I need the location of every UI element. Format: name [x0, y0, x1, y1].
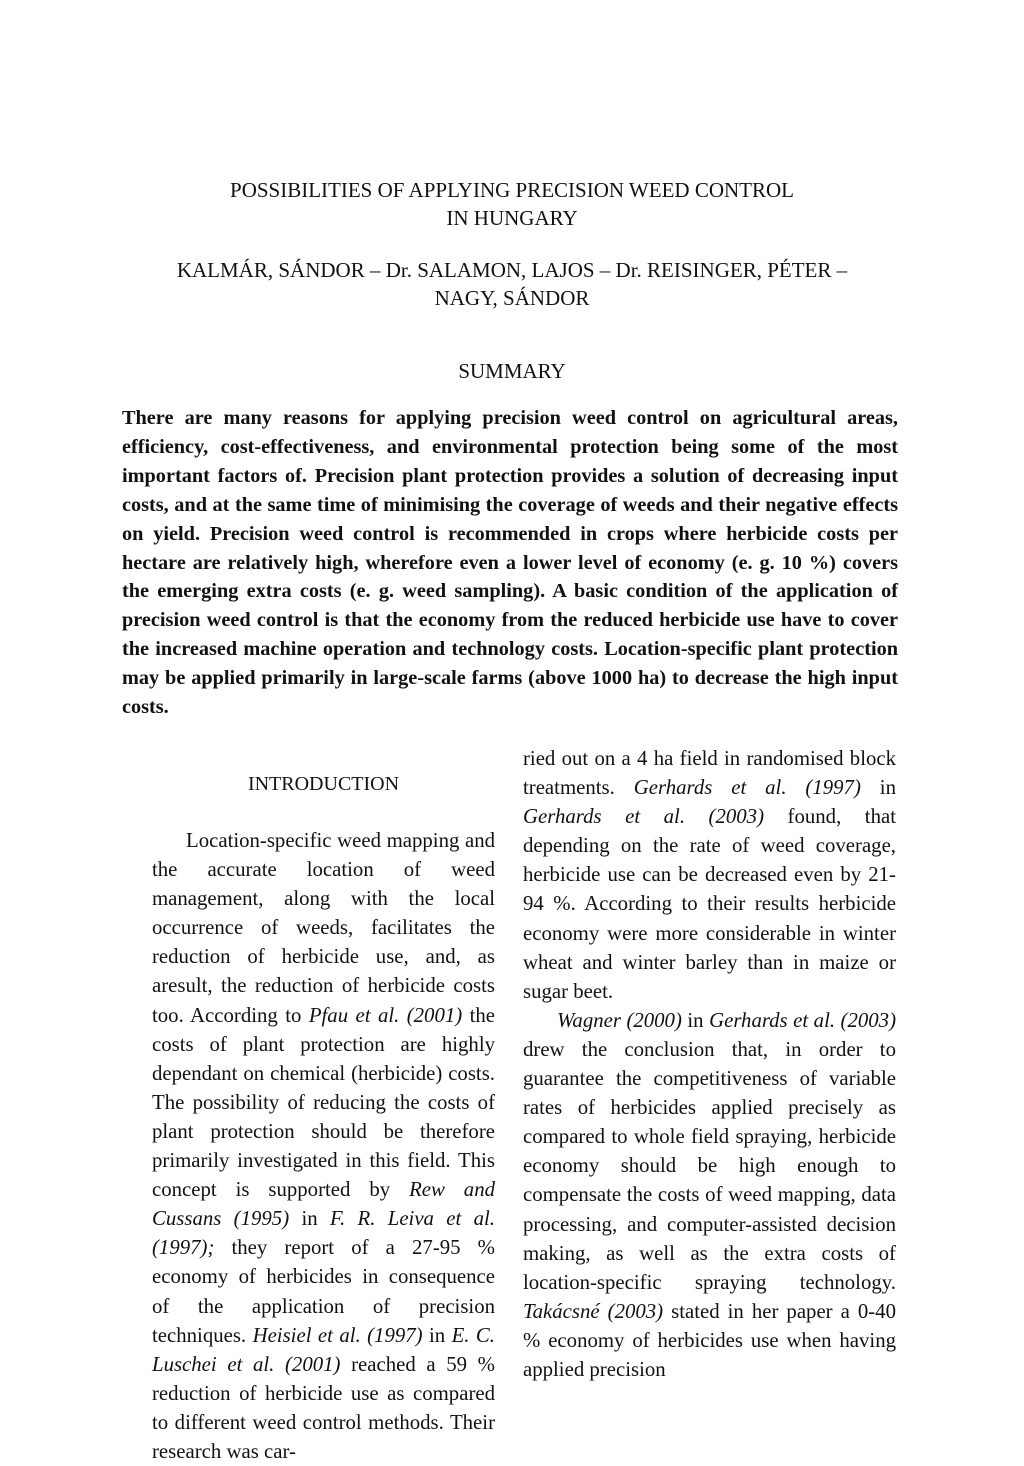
left-column [152, 770, 495, 1466]
summary-text: There are many reasons for applying precision weed control on agricultural areas, efficiency, cost-effectiveness, and environmental protection being some of the most important factors of. Precision plant protection provides a solution of decreasing input costs, and at the same time of minimising the coverage of weeds and their negative effects on yield. Precision weed control is recommended in crops where herbicide costs per hectare are relatively high, wherefore even a lower level of economy (e. g. 10 %) covers the emerging extra costs (e. g. weed sampling). A basic condition of the application of precision weed control is that the economy from the reduced herbicide use have to cover the increased machine operation and technology costs. Location-specific plant protection may be applied primarily in large-scale farms (above 1000 ha) to decrease the high input costs. [122, 407, 898, 719]
intro-text: they report of a 27-95 % economy of herbicides in consequence of the application of precision techniques. [152, 1236, 495, 1347]
citation: F. R. Leiva et al. (1997); [152, 1207, 495, 1260]
authors-line-1: KALMÁR, SÁNDOR – Dr. SALAMON, LAJOS – Dr. REISINGER, PÉTER – [176, 258, 848, 282]
citation: Pfau et al. (2001) [308, 1003, 463, 1027]
intro-text: found, that depending on the rate of weed coverage, herbicide use can be decreased even by 21-94 %. According to their results herbicide economy were more considerable in winter wheat and winter barley than in maize or sugar beet. [523, 805, 896, 1003]
citation: Gerhards et al. (2003) [709, 1008, 896, 1032]
intro-text: ried out on a 4 ha field in randomised block treatments. [523, 747, 896, 800]
introduction-heading: INTRODUCTION [247, 773, 400, 795]
citation: Heisiel et al. (1997) [252, 1323, 423, 1347]
intro-text: reached a 59 % reduction of herbicide use as compared to different weed control methods. Their research was car- [152, 1352, 496, 1463]
paper-title [120, 176, 904, 232]
summary-heading: SUMMARY [458, 359, 566, 383]
citation: Gerhards et al. (2003) [523, 805, 765, 829]
citation: Takácsné (2003) [523, 1299, 664, 1323]
citation: Rew and Cussans (1995) [152, 1178, 496, 1231]
intro-text: in [289, 1207, 330, 1231]
intro-paragraph-2 [523, 1006, 896, 1384]
authors-line-2: NAGY, SÁNDOR [434, 286, 590, 310]
intro-text: drew the conclusion that, in order to guarantee the competitiveness of variable rates of herbicides applied precisely as compared to whole field spraying, herbicide economy should be high enough to compensate the costs of weed mapping, data processing, and computer-assisted decision making, as well as the extra costs of location-specific spraying technology. [523, 1037, 896, 1294]
title-line-1: POSSIBILITIES OF APPLYING PRECISION WEED CONTROL [230, 178, 794, 202]
intro-text: Location-specific weed mapping and the accurate location of weed management, along with the local occurrence of weeds, facilitates the reduction of herbicide use, and, as aresult, the reduction of herbicide costs too. According to [152, 829, 495, 1027]
intro-text: in [681, 1008, 710, 1032]
title-line-2: IN HUNGARY [446, 206, 578, 230]
intro-text: in [860, 776, 896, 800]
intro-paragraph-1-continued [523, 744, 896, 1006]
citation: Wagner (2000) [557, 1008, 682, 1032]
intro-text: the costs of plant protection are highly dependant on chemical (herbicide) costs. The possibility of reducing the costs of plant protection should be therefore primarily investigated in this field. This concept is supported by [152, 1003, 495, 1202]
intro-text: in [422, 1323, 452, 1347]
citation: Gerhards et al. (1997) [633, 776, 861, 800]
citation: E. C. Luschei et al. (2001) [152, 1323, 495, 1376]
intro-paragraph-1-start [152, 826, 495, 1466]
intro-text: stated in her paper a 0-40 % economy of herbicides use when having applied precision [523, 1299, 896, 1381]
right-column [523, 744, 896, 1384]
author-list [100, 256, 924, 312]
